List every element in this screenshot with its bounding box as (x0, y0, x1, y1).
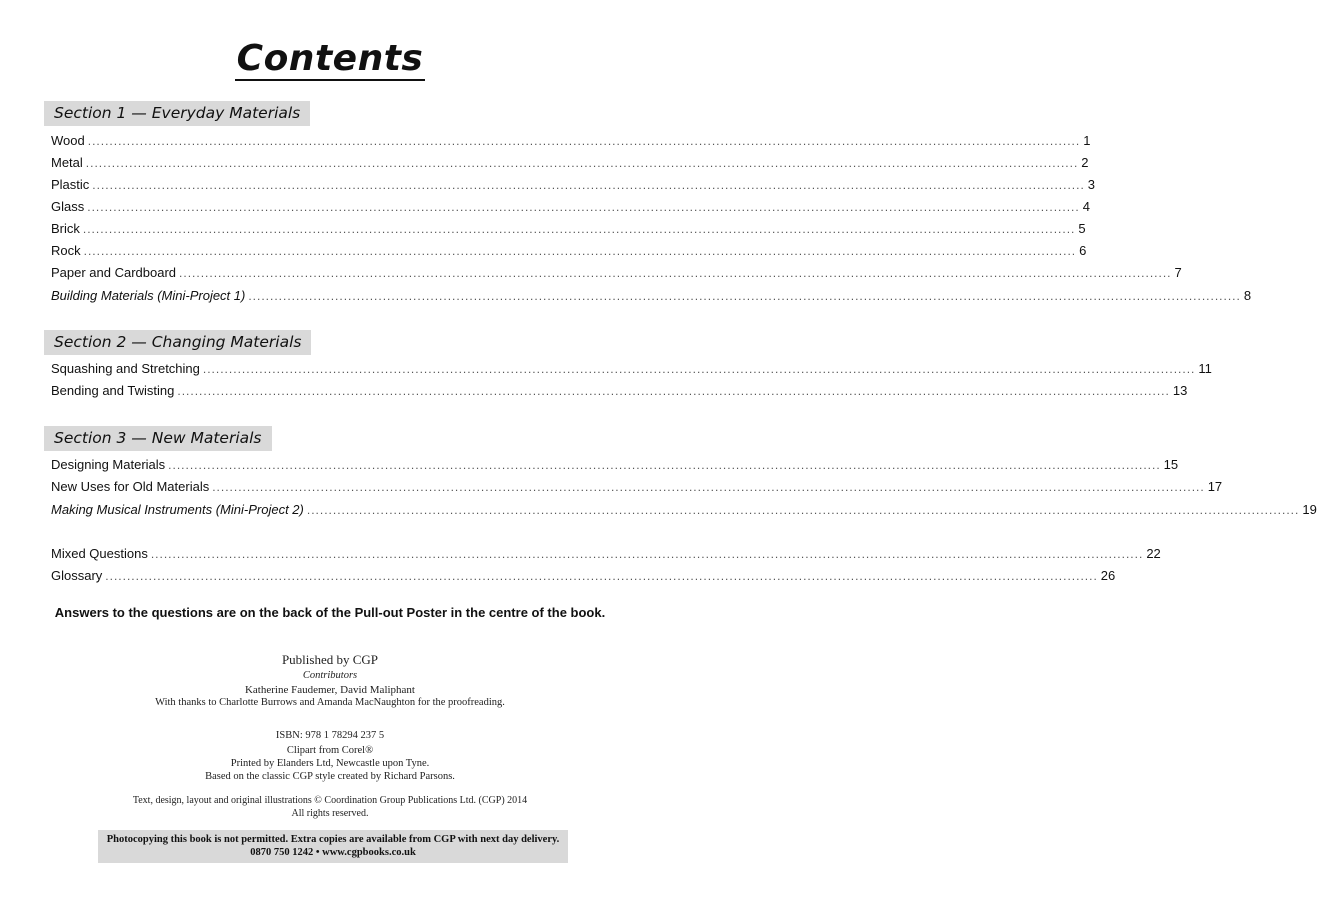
toc-entry-plastic: Plastic ..................................................................................................................................................................................................................................... 3 (51, 177, 1096, 192)
rights-line: All rights reserved. (291, 808, 369, 819)
clipart-credit: Clipart from Corel® (286, 745, 374, 756)
published-by: Published by CGP (281, 652, 379, 667)
based-on: Based on the classic CGP style created by Richard Parsons. (205, 771, 455, 782)
copyright-line: Text, design, layout and original illustrations © Coordination Group Publications Ltd. (CGP) 2014 (132, 795, 528, 806)
contributors-heading: Contributors (302, 670, 358, 681)
answers-note: Answers to the questions are on the back of the Pull-out Poster in the centre of the book. (54, 605, 606, 620)
toc-entry-squashing-and-stretching: Squashing and Stretching ..................................................................................................................................................................................................................................... 11 (51, 361, 1212, 376)
section-header-changing-materials: Section 2 — Changing Materials (44, 330, 311, 355)
footer-contact: 0870 750 1242 • www.cgpbooks.co.uk (250, 847, 416, 858)
section-header-everyday-materials: Section 1 — Everyday Materials (44, 101, 310, 126)
toc-entry-building-materials: Building Materials (Mini-Project 1) ..................................................................................................................................................................................................................................... 8 (51, 288, 1252, 303)
toc-entry-bending-and-twisting: Bending and Twisting ..................................................................................................................................................................................................................................... 13 (51, 383, 1188, 398)
toc-entry-paper-and-cardboard: Paper and Cardboard ..................................................................................................................................................................................................................................... 7 (51, 265, 1182, 280)
isbn: ISBN: 978 1 78294 237 5 (275, 730, 385, 741)
contributors: Katherine Faudemer, David Maliphant (244, 684, 415, 696)
toc-entry-glass: Glass ..................................................................................................................................................................................................................................... 4 (51, 199, 1090, 214)
thanks-line: With thanks to Charlotte Burrows and Amanda MacNaughton for the proofreading. (155, 697, 505, 708)
toc-entry-glossary: Glossary ..................................................................................................................................................................................................................................... 26 (51, 568, 1116, 583)
toc-entry-metal: Metal ..................................................................................................................................................................................................................................... 2 (51, 155, 1089, 170)
toc-entry-rock: Rock ..................................................................................................................................................................................................................................... 6 (51, 243, 1087, 258)
footer-photocopy-note: Photocopying this book is not permitted. Extra copies are available from CGP with next day delivery. (106, 834, 560, 845)
section-header-new-materials: Section 3 — New Materials (44, 426, 272, 451)
toc-entry-designing-materials: Designing Materials ..................................................................................................................................................................................................................................... 15 (51, 457, 1179, 472)
toc-entry-making-musical-instruments: Making Musical Instruments (Mini-Project 2) ..................................................................................................................................................................................................................................... 19 (51, 502, 1317, 517)
page-title: Contents (236, 38, 424, 79)
footer-box (98, 830, 568, 863)
toc-entry-new-uses-for-old-materials: New Uses for Old Materials ..................................................................................................................................................................................................................................... 17 (51, 479, 1223, 494)
toc-entry-mixed-questions: Mixed Questions ..................................................................................................................................................................................................................................... 22 (51, 546, 1161, 561)
printed-by: Printed by Elanders Ltd, Newcastle upon Tyne. (230, 758, 430, 769)
toc-entry-wood: Wood ..................................................................................................................................................................................................................................... 1 (51, 133, 1091, 148)
toc-entry-brick: Brick ..................................................................................................................................................................................................................................... 5 (51, 221, 1086, 236)
